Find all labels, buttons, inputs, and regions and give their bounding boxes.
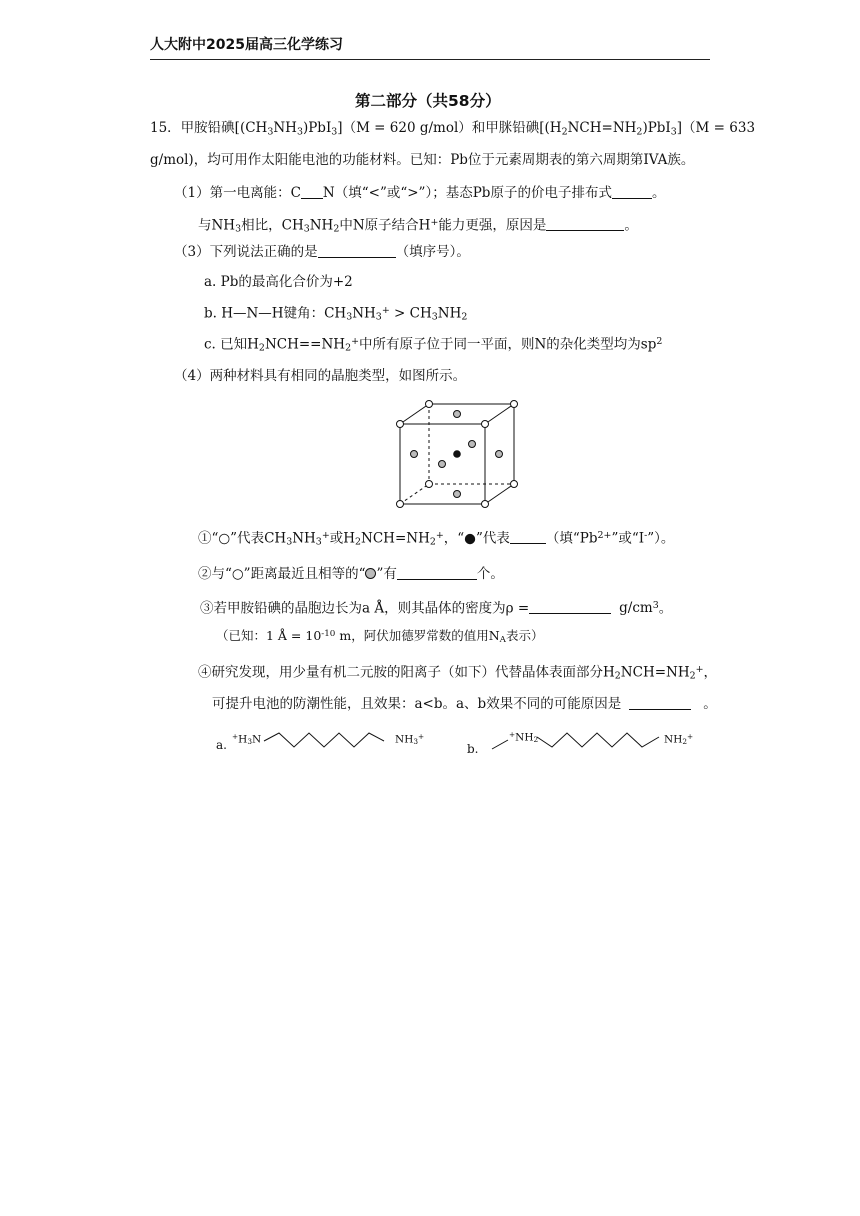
part-3-prompt: （3）下列说法正确的是 （填序号）。 — [174, 244, 470, 260]
face-center-ion-marker — [454, 411, 461, 418]
molecule-a-left-group: $^+H_3N$ — [232, 732, 262, 747]
molecule-a-right-group: $NH_3^+$ — [395, 732, 425, 747]
molecule-a-label: a. — [216, 738, 227, 752]
face-center-ion-marker — [439, 461, 446, 468]
subquestion-1: ①“○”代表$CH_3NH_3^+$或$H_2NCH=NH_2^+$，“●”代表 （填“$Pb^{2+}$”或“I-”）。 — [198, 530, 675, 548]
corner-ion-marker — [397, 421, 404, 428]
corner-ion-marker — [482, 501, 489, 508]
corner-ion-marker — [397, 501, 404, 508]
molecule-b-chain — [535, 729, 665, 751]
face-center-ion-marker — [454, 491, 461, 498]
subquestion-2: ②与“○”距离最近且相等的“ ”有 个。 — [198, 566, 504, 582]
answer-blank[interactable] — [546, 218, 624, 231]
option-b: b. H—N—H键角：$CH_3NH_3^+ > CH_3NH_2$ — [204, 305, 468, 323]
part-1-line-1: （1）第一电离能：C N（填“<”或“>”）；基态Pb原子的价电子排布式 。 — [174, 185, 666, 201]
question-15-intro: 15．甲胺铅碘$[(CH_3NH_3)PbI_3](M = 620$ g/mol）和甲脒铅碘$[(H_2NCH=NH_2)PbI_3](M = 633$ — [150, 120, 756, 138]
section-title: 第二部分（共58分） — [355, 92, 501, 110]
face-center-ion-marker — [411, 451, 418, 458]
corner-ion-marker — [511, 481, 518, 488]
answer-blank[interactable] — [301, 186, 323, 199]
molecule-a-chain — [262, 729, 394, 751]
body-center-ion-marker — [453, 450, 461, 458]
header-divider — [150, 59, 710, 60]
molecule-b-right-group: $NH_2^+$ — [664, 732, 694, 747]
part-4-prompt: （4）两种材料具有相同的晶胞类型，如图所示。 — [174, 368, 467, 384]
corner-ion-marker — [511, 401, 518, 408]
option-a: a. Pb的最高化合价为+2 — [204, 274, 353, 290]
subquestion-4-cont: 可提升电池的防潮性能，且效果：a<b。a、b效果不同的可能原因是 。 — [212, 696, 717, 712]
subquestion-4: ④研究发现，用少量有机二元胺的阳离子（如下）代替晶体表面部分$H_2NCH=NH_2^+$， — [198, 664, 718, 682]
unit-cell-diagram — [392, 398, 527, 510]
molecule-b-label: b. — [467, 742, 479, 756]
option-c: c. 已知$H_2NCH==NH_2^+$中所有原子位于同一平面，则N的杂化类型均为$sp^2$ — [204, 336, 663, 354]
question-15-intro-cont: g/mol)，均可用作太阳能电池的功能材料。已知：Pb位于元素周期表的第六周期第IVA族。 — [150, 152, 695, 168]
answer-blank[interactable] — [510, 531, 546, 544]
corner-ion-marker — [482, 421, 489, 428]
face-center-ion-marker — [469, 441, 476, 448]
corner-ion-marker — [426, 481, 433, 488]
corner-ion-marker — [426, 401, 433, 408]
face-center-ion-marker — [496, 451, 503, 458]
answer-blank[interactable] — [612, 186, 652, 199]
molecule-b-left-group: $^+NH_2$ — [509, 730, 539, 745]
part-1-line-2: 与$NH_3$相比，$CH_3NH_2$中N原子结合H+能力更强，原因是 。 — [198, 217, 638, 235]
answer-blank[interactable] — [629, 697, 691, 710]
subquestion-3: ③若甲胺铅碘的晶胞边长为a Å，则其晶体的密度为$\rho = g/cm^3$。 — [200, 600, 673, 617]
answer-blank[interactable] — [318, 245, 396, 258]
subquestion-3-note: （已知：1 Å = $10^{-10}$ m，阿伏加德罗常数的值用$N_A$表示） — [216, 628, 544, 646]
page-header: 人大附中2025届高三化学练习 — [150, 37, 343, 53]
molecule-b-methyl — [490, 737, 510, 751]
answer-blank[interactable] — [397, 567, 477, 580]
answer-blank[interactable] — [529, 601, 611, 614]
dotted-circle-icon — [365, 568, 376, 579]
